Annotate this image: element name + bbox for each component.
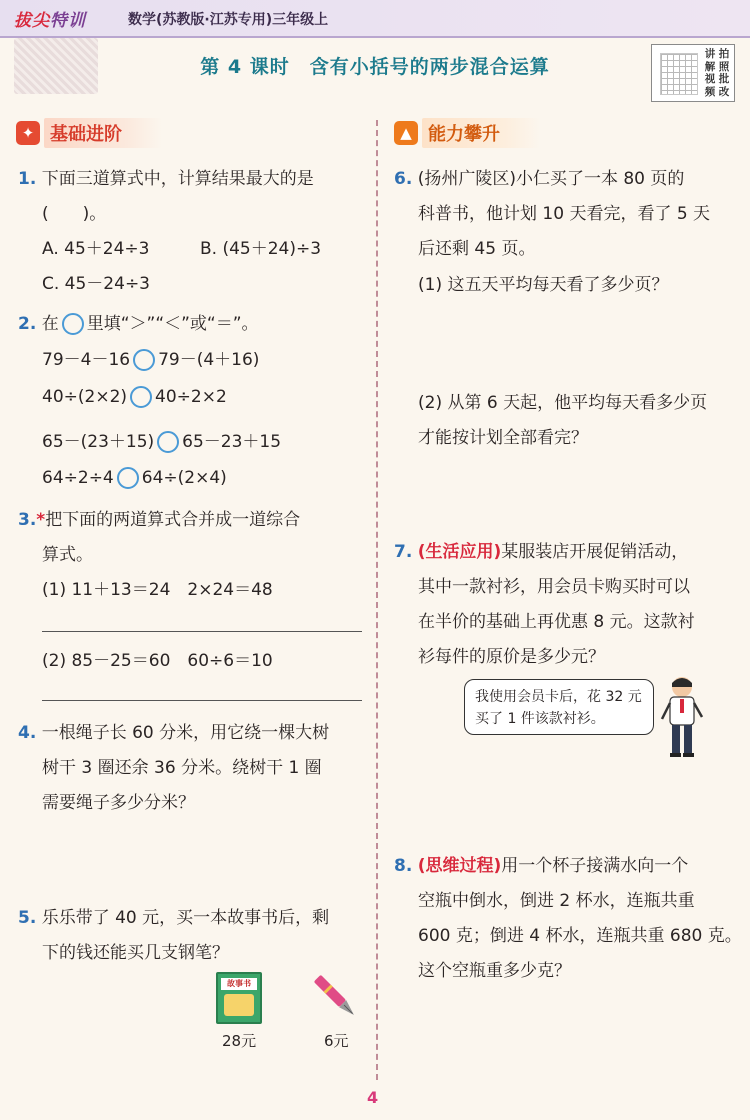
- book-price: 28元: [222, 1032, 257, 1050]
- story-book-icon: [216, 972, 262, 1024]
- q5-line2: 下的钱还能买几支钢笔？: [42, 943, 229, 963]
- speech-bubble: [464, 679, 654, 735]
- q5-line1: 5. 乐乐带了 40 元，买一本故事书后，剩: [18, 908, 330, 928]
- column-divider: [376, 120, 378, 1080]
- section-advanced: [394, 118, 540, 148]
- bubble-line2: 买了 1 件该款衬衫。: [475, 711, 605, 727]
- q4-line3: 需要绳子多少分米？: [42, 793, 195, 813]
- q2-answer-circle-1[interactable]: [133, 349, 155, 371]
- brand-logo: 拔尖特训: [14, 11, 86, 31]
- q1-option-b[interactable]: B. (45＋24)÷3: [200, 239, 322, 259]
- top-header-band: [0, 0, 750, 38]
- q3-answer-line-2[interactable]: [42, 700, 362, 701]
- q2-answer-circle-4[interactable]: [117, 467, 139, 489]
- climber-icon: ▲: [394, 121, 418, 145]
- pen-price: 6元: [324, 1032, 349, 1050]
- q8-tag: (思维过程): [417, 856, 502, 876]
- q4-line1: 4. 一根绳子长 60 分米，用它绕一棵大树: [18, 723, 330, 743]
- q6-line2: 科普书，他计划 10 天看完，看了 5 天: [418, 204, 711, 224]
- bubble-line1: 我使用会员卡后，花 32 元: [475, 689, 642, 705]
- runner-icon: ✦: [16, 121, 40, 145]
- q2-answer-circle-3[interactable]: [157, 431, 179, 453]
- q1-option-a[interactable]: A. 45＋24÷3: [42, 239, 150, 259]
- q3-part1: (1) 11＋13＝24 2×24＝48: [42, 580, 273, 600]
- q6-number: 6.: [394, 169, 413, 189]
- q7-number: 7.: [394, 542, 413, 562]
- q6-line3: 后还剩 45 页。: [418, 239, 536, 259]
- label-photo-grade: 拍照批改: [718, 48, 730, 98]
- q7-line4: 衫每件的原价是多少元？: [418, 647, 605, 667]
- label-video-explain: 讲解视频: [704, 48, 716, 98]
- section-basic-label: 基础进阶: [44, 118, 162, 148]
- q1-answer-blank[interactable]: ( )。: [42, 204, 107, 224]
- q8-line1: 8. (思维过程)用一个杯子接满水向一个: [394, 856, 689, 876]
- q8-number: 8.: [394, 856, 413, 876]
- q7-tag: (生活应用): [417, 542, 502, 562]
- q6-sub1: (1) 这五天平均每天看了多少页？: [418, 275, 669, 295]
- q8-line2: 空瓶中倒水，倒进 2 杯水，连瓶共重: [418, 891, 695, 911]
- fountain-pen-icon: [312, 970, 362, 1026]
- q2-row-1: 79－4－16 79－(4＋16): [42, 350, 260, 370]
- q3-part2: (2) 85－25＝60 60÷6＝10: [42, 651, 273, 671]
- q5-number: 5.: [18, 908, 37, 928]
- q4-line2: 树干 3 圈还余 36 分米。绕树干 1 圈: [42, 758, 322, 778]
- q7-line1: 7. (生活应用)某服装店开展促销活动，: [394, 542, 689, 562]
- qr-code-box[interactable]: [651, 44, 735, 102]
- q3-number: 3.: [18, 510, 37, 530]
- q1-number: 1.: [18, 169, 37, 189]
- q4-number: 4.: [18, 723, 37, 743]
- story-book-label: 故事书: [221, 978, 257, 990]
- q2-number: 2.: [18, 314, 37, 334]
- lesson-title: 第 4 课时 含有小括号的两步混合运算: [200, 56, 550, 78]
- q8-line4: 这个空瓶重多少克？: [418, 961, 571, 981]
- q2-row-4: 64÷2÷4 64÷(2×4): [42, 468, 227, 488]
- q1-line1: 1. 下面三道算式中，计算结果最大的是: [18, 169, 314, 189]
- q2-intro: 2. 在 里填“＞”“＜”或“＝”。: [18, 314, 259, 334]
- answer-circle-icon: [62, 313, 84, 335]
- section-advanced-label: 能力攀升: [422, 118, 540, 148]
- q7-line2: 其中一款衬衫，用会员卡购买时可以: [418, 577, 690, 597]
- section-basic: [16, 118, 162, 148]
- book-title: 数学(苏教版·江苏专用)三年级上: [128, 12, 329, 28]
- q6-sub2-line1: (2) 从第 6 天起，他平均每天看多少页: [418, 393, 708, 413]
- q3-line2: 算式。: [42, 545, 93, 565]
- qr-code-icon[interactable]: [660, 53, 698, 95]
- q7-line3: 在半价的基础上再优惠 8 元。这款衬: [418, 612, 695, 632]
- q1-option-c[interactable]: C. 45－24÷3: [42, 274, 151, 294]
- q3-answer-line-1[interactable]: [42, 631, 362, 632]
- shopper-person-icon: [658, 675, 706, 759]
- page-number: 4: [367, 1088, 379, 1107]
- difficulty-star-icon: *: [36, 510, 46, 530]
- q2-answer-circle-2[interactable]: [130, 386, 152, 408]
- q8-line3: 600 克；倒进 4 杯水，连瓶共重 680 克。: [418, 926, 742, 946]
- q6-sub2-line2: 才能按计划全部看完？: [418, 428, 588, 448]
- q6-line1: 6. (扬州广陵区)小仁买了一本 80 页的: [394, 169, 685, 189]
- q2-row-3: 65－(23＋15) 65－23＋15: [42, 432, 282, 452]
- book-cover-art: [224, 994, 254, 1016]
- q2-row-2: 40÷(2×2) 40÷2×2: [42, 387, 227, 407]
- q3-line1: 3.*把下面的两道算式合并成一道综合: [18, 510, 301, 530]
